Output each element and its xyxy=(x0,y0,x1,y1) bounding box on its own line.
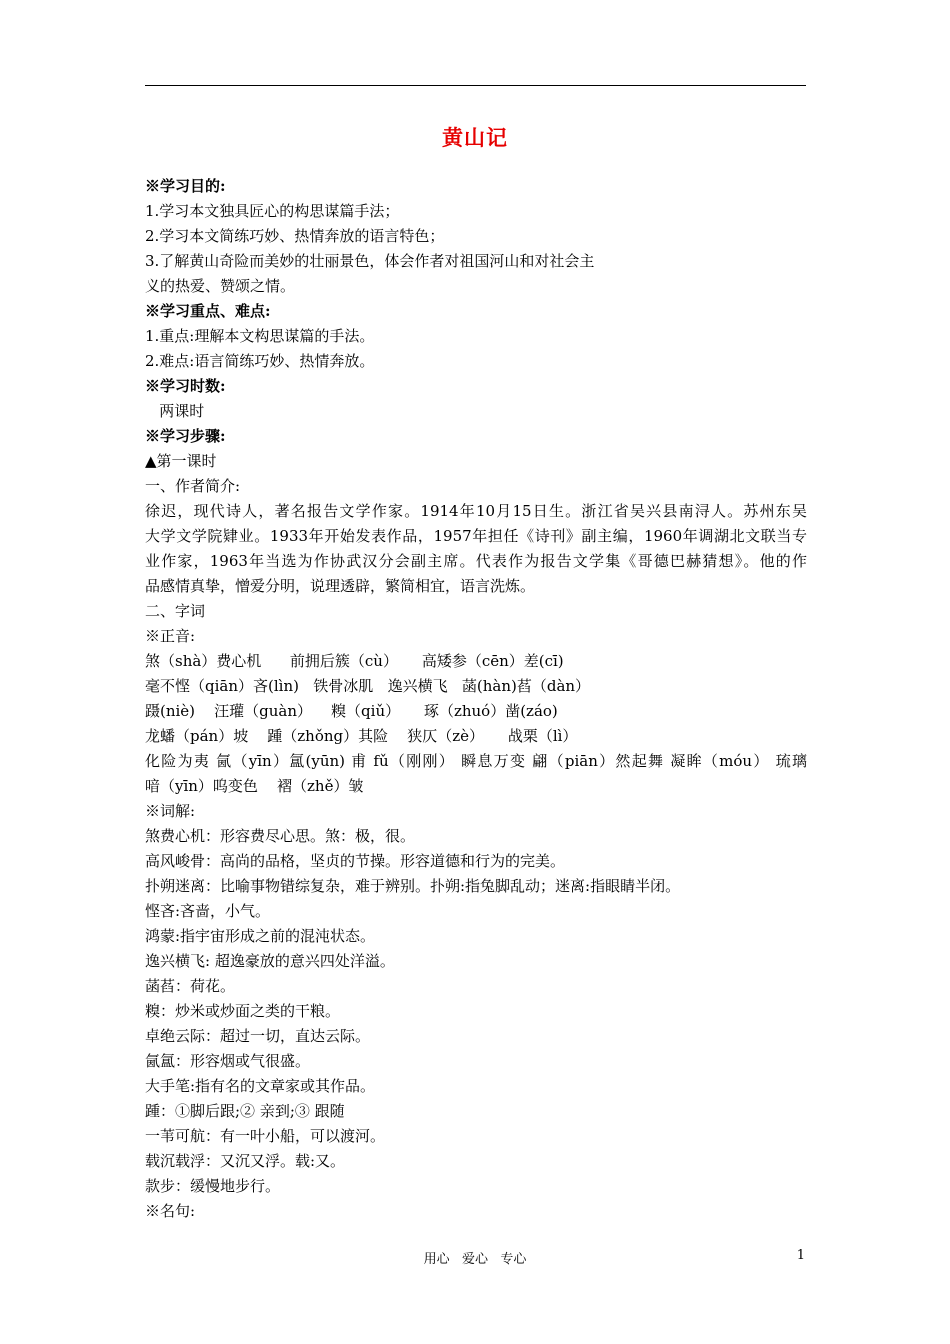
section-heading: ※学习时数: xyxy=(145,377,226,395)
text-line: ※词解: xyxy=(145,802,196,820)
text-line: 煞费心机：形容费尽心思。煞：极，很。 xyxy=(145,827,416,845)
text-line: 品感情真挚，憎爱分明，说理透辟，繁简相宜，语言洗炼。 xyxy=(145,577,536,595)
text-line: 扑朔迷离：比喻事物错综复杂，难于辨别。扑朔:指兔脚乱动；迷离:指眼睛半闭。 xyxy=(145,877,681,895)
text-line: 化险为夷 氤（yīn）氲(yūn) 甫 fǔ（刚刚） 瞬息万变 翩（piān）然起舞 凝眸（móu） 琉璃 xyxy=(145,752,807,770)
text-line: 高风峻骨：高尚的品格，坚贞的节操。形容道德和行为的完美。 xyxy=(145,852,566,870)
text-line: 菡萏：荷花。 xyxy=(145,977,236,995)
text-line: 两课时 xyxy=(145,402,205,420)
text-line: 1.学习本文独具匠心的构思谋篇手法； xyxy=(145,202,400,220)
text-line: ※正音: xyxy=(145,627,196,645)
text-line: 氤氲：形容烟或气很盛。 xyxy=(145,1052,311,1070)
text-line: 大学文学院肄业。1933年开始发表作品，1957年担任《诗刊》副主编，1960年调湖北文联当专 xyxy=(145,527,807,545)
text-line: 大手笔:指有名的文章家或其作品。 xyxy=(145,1077,376,1095)
text-line: 1.重点:理解本文构思谋篇的手法。 xyxy=(145,327,375,345)
text-line: 悭吝:吝啬，小气。 xyxy=(145,902,271,920)
text-line: 龙蟠（pán）坡 踵（zhǒng）其险 狭仄（zè） 战栗（lì） xyxy=(145,727,578,745)
text-line: 业作家，1963年当选为作协武汉分会副主席。代表作为报告文学集《哥德巴赫猜想》。他的作 xyxy=(145,552,807,570)
text-line: ▲第一课时 xyxy=(145,452,217,470)
page-number: 1 xyxy=(796,1248,805,1263)
text-line: 二、字词 xyxy=(145,602,206,620)
section-heading: ※学习重点、难点: xyxy=(145,302,271,320)
text-line: 2.难点:语言简练巧妙、热情奔放。 xyxy=(145,352,375,370)
header-rule xyxy=(145,85,806,86)
text-line: 一、作者简介: xyxy=(145,477,241,495)
text-line: 毫不悭（qiān）吝(lìn) 铁骨冰肌 逸兴横飞 菡(hàn)萏（dàn） xyxy=(145,677,591,695)
text-line: 卓绝云际：超过一切，直达云际。 xyxy=(145,1027,371,1045)
document-body xyxy=(145,174,807,1224)
text-line: 喑（yīn）呜变色 褶（zhě）皱 xyxy=(145,777,364,795)
section-heading: ※学习目的: xyxy=(145,177,226,195)
text-line: 踵：①脚后跟;② 亲到;③ 跟随 xyxy=(145,1102,345,1120)
text-line: 3.了解黄山奇险而美妙的壮丽景色，体会作者对祖国河山和对社会主 xyxy=(145,252,595,270)
text-line: 煞（shà）费心机 前拥后簇（cù） 高矮参（cēn）差(cī) xyxy=(145,652,564,670)
text-line: ※名句: xyxy=(145,1202,196,1220)
text-line: 糗：炒米或炒面之类的干粮。 xyxy=(145,1002,341,1020)
document-title: 黄山记 xyxy=(442,126,508,150)
text-line: 义的热爱、赞颂之情。 xyxy=(145,277,296,295)
text-line: 载沉载浮：又沉又浮。载:又。 xyxy=(145,1152,346,1170)
text-line: 款步：缓慢地步行。 xyxy=(145,1177,281,1195)
text-line: 一苇可航：有一叶小船，可以渡河。 xyxy=(145,1127,386,1145)
text-line: 蹑(niè) 汪瓘（guàn） 糗（qiǔ） 琢（zhuó）凿(záo) xyxy=(145,702,558,720)
footer-motto: 用心 爱心 专心 xyxy=(423,1252,527,1267)
page-footer xyxy=(0,1248,950,1268)
text-line: 2.学习本文简练巧妙、热情奔放的语言特色； xyxy=(145,227,445,245)
text-line: 鸿蒙:指宇宙形成之前的混沌状态。 xyxy=(145,927,376,945)
section-heading: ※学习步骤: xyxy=(145,427,226,445)
text-line: 徐迟，现代诗人，著名报告文学作家。1914年10月15日生。浙江省吴兴县南浔人。苏州东吴 xyxy=(145,502,807,520)
text-line: 逸兴横飞: 超逸豪放的意兴四处洋溢。 xyxy=(145,952,395,970)
